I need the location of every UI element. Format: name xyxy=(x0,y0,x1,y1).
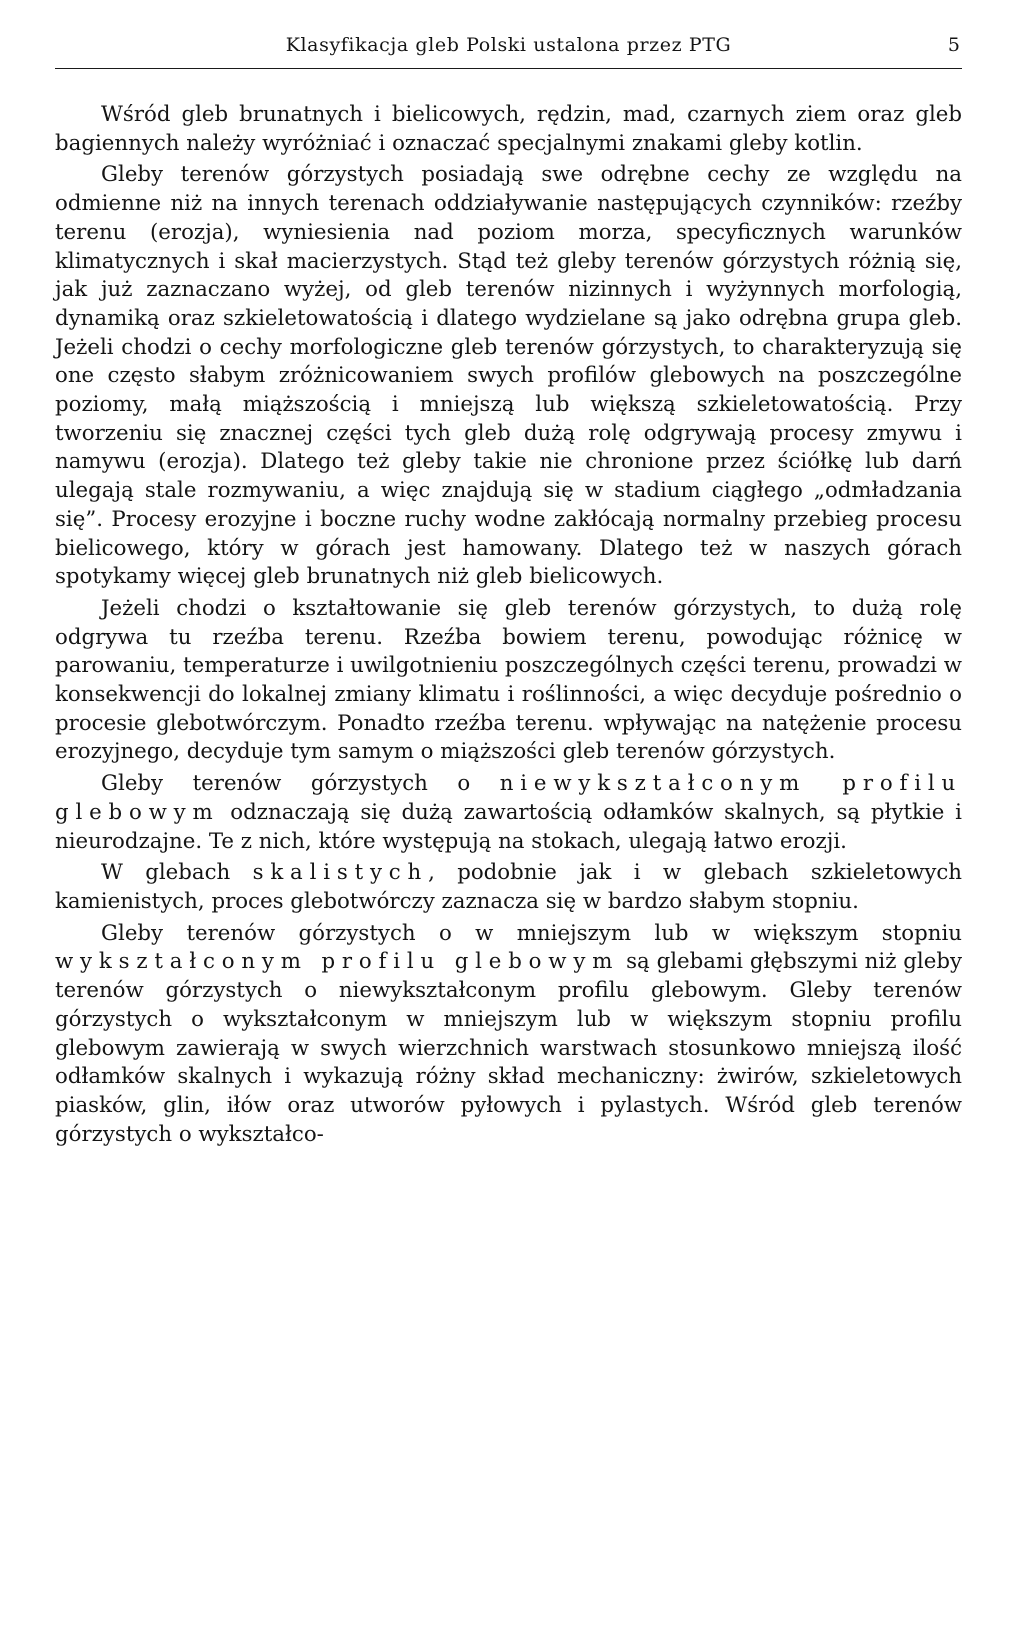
running-header xyxy=(55,28,962,69)
paragraph-text-start: Gleby terenów górzystych o w mniejszym lub w większym stopniu xyxy=(101,920,962,946)
paragraph-gleby-skaliste xyxy=(55,859,962,916)
body-text xyxy=(55,101,962,1149)
paragraph-text: Gleby terenów górzystych posiadają swe odrębne cechy ze względu na odmienne niż na innych terenach oddziaływanie następujących czynników: rzeźby terenu (erozja), wyniesienia nad poziom morza, specyficznych warunków klimatycznych i skał macierzystych. Stąd też gleby terenów górzystych różnią się, jak już zaznaczano wyżej, od gleb terenów nizinnych i wyżynnych morfologią, dynamiką oraz szkieletowatością i dlatego wydzielane są jako odrębna grupa gleb. Jeżeli chodzi o cechy morfologiczne gleb terenów górzystych, to charakteryzują się one często słabym zróżnicowaniem swych profilów glebowych na poszczególne poziomy, małą miąższością i mniejszą lub większą szkieletowatością. Przy tworzeniu się znacznej części tych gleb dużą rolę odgrywają procesy zmywu i namywu (erozja). Dlatego też gleby takie nie chronione przez ściółkę lub darń ulegają stale rozmywaniu, a więc znajdują się w stadium ciągłego „odmładzania się”. Procesy erozyjne i boczne ruchy wodne zakłócają normalny przebieg procesu bielicowego, który w górach jest hamowany. Dlatego też w naszych górach spotykamy więcej gleb brunatnych niż gleb bielicowych. xyxy=(55,162,962,590)
page-number: 5 xyxy=(947,34,960,56)
running-title: Klasyfikacja gleb Polski ustalona przez PTG xyxy=(285,34,732,56)
paragraph-text-end: są glebami głębszymi niż gleby terenów górzystych o niewykształconym profilu glebowym. Gleby terenów górzystych o wykształconym w mniejszym lub w większym stopniu profilu glebowym zawierają w swych wierzchnich warstwach stosunkowo mniejszą ilość odłamków skalnych i wykazują różny skład mechaniczny: żwirów, szkieletowych piasków, glin, iłów oraz utworów pyłowych i pylastych. Wśród gleb terenów górzystych o wykształco- xyxy=(55,949,963,1147)
paragraph-text-end: odznaczają się dużą zawartością odłamków skalnych, są płytkie i nieurodzajne. Te z nich, które występują na stokach, ulegają łatwo erozji. xyxy=(55,799,962,854)
paragraph-text-end: , podobnie jak i w glebach szkieletowych kamienistych, proces glebotwórczy zaznacza się w bardzo słabym stopniu. xyxy=(55,860,962,914)
document-page xyxy=(55,28,962,1152)
paragraph-kotliny xyxy=(55,101,962,158)
paragraph-text: Wśród gleb brunatnych i bielicowych, rędzin, mad, czarnych ziem oraz gleb bagiennych należy wyróżniać i oznaczać specjalnymi znakami gleby kotlin. xyxy=(55,102,962,156)
paragraph-wyksztalcony-profil xyxy=(55,920,962,1150)
paragraph-text: Jeżeli chodzi o kształtowanie się gleb terenów górzystych, to dużą rolę odgrywa tu rzeźba terenu. Rzeźba bowiem terenu, powodując różnicę w parowaniu, temperaturze i uwilgotnieniu poszczególnych części terenu, prowadzi w konsekwencji do lokalnej zmiany klimatu i roślinności, a więc decyduje pośrednio o procesie glebotwórczym. Ponadto rzeźba terenu. wpływając na natężenie procesu erozyjnego, decyduje tym samym o miąższości gleb terenów górzystych. xyxy=(55,595,962,765)
paragraph-text-start: Gleby terenów górzystych o xyxy=(101,771,500,797)
paragraph-rzezba-terenu xyxy=(55,595,962,767)
paragraph-text-start: W glebach xyxy=(101,860,253,886)
spaced-emphasis: wykształconym profilu glebowym xyxy=(55,949,620,975)
paragraph-gleby-gorzyste-cechy xyxy=(55,161,962,592)
paragraph-niewyksztalcony-profil xyxy=(55,770,962,856)
spaced-emphasis: skalistych xyxy=(252,860,429,886)
spaced-emphasis: niewykształconym profilu glebowym xyxy=(55,771,962,825)
